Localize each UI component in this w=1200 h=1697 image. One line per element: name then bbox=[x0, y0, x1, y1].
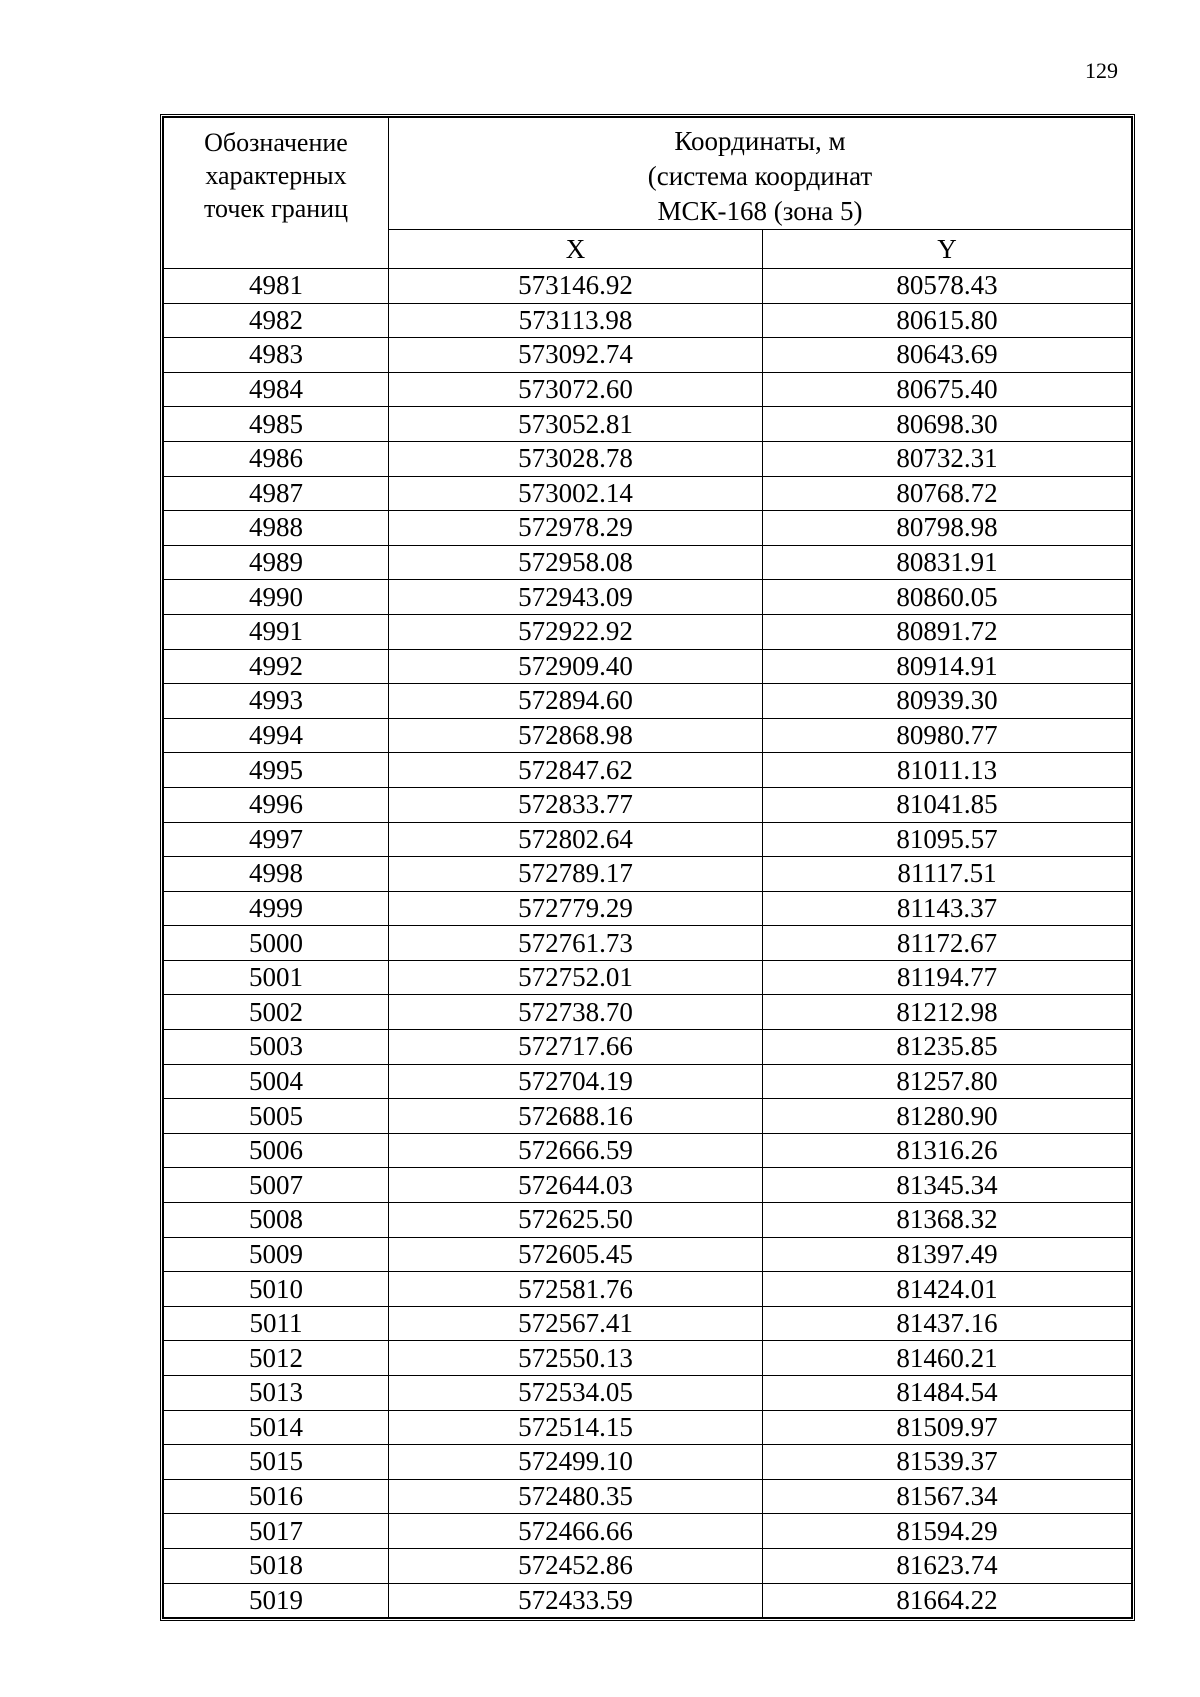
point-id-cell: 5001 bbox=[164, 960, 389, 995]
point-designation-header-line: точек границ bbox=[203, 194, 349, 223]
y-coordinate-cell: 81117.51 bbox=[763, 857, 1132, 892]
point-id-cell: 4983 bbox=[164, 338, 389, 373]
table-row bbox=[164, 1445, 1132, 1480]
coordinates-table-frame bbox=[160, 114, 1135, 1621]
table-row bbox=[164, 1168, 1132, 1203]
y-coordinate-cell: 80798.98 bbox=[763, 511, 1132, 546]
point-id-cell: 4990 bbox=[164, 580, 389, 615]
table-row bbox=[164, 580, 1132, 615]
point-id-cell: 5013 bbox=[164, 1376, 389, 1411]
table-row bbox=[164, 1514, 1132, 1549]
table-row bbox=[164, 407, 1132, 442]
x-coordinate-cell: 572833.77 bbox=[389, 787, 763, 822]
x-coordinate-cell: 572761.73 bbox=[389, 926, 763, 961]
table-row bbox=[164, 338, 1132, 373]
point-id-cell: 4999 bbox=[164, 891, 389, 926]
x-coordinate-cell: 573052.81 bbox=[389, 407, 763, 442]
y-coordinate-cell: 81194.77 bbox=[763, 960, 1132, 995]
table-row bbox=[164, 1237, 1132, 1272]
y-coordinate-cell: 81345.34 bbox=[763, 1168, 1132, 1203]
x-coordinate-cell: 572978.29 bbox=[389, 511, 763, 546]
table-row bbox=[164, 1306, 1132, 1341]
table-row bbox=[164, 787, 1132, 822]
y-coordinate-cell: 80891.72 bbox=[763, 614, 1132, 649]
point-id-cell: 4997 bbox=[164, 822, 389, 857]
y-coordinate-cell: 80578.43 bbox=[763, 269, 1132, 304]
point-id-cell: 5011 bbox=[164, 1306, 389, 1341]
table-row bbox=[164, 372, 1132, 407]
point-designation-header-line: характерных bbox=[205, 161, 347, 190]
point-id-cell: 5016 bbox=[164, 1479, 389, 1514]
y-coordinate-cell: 81460.21 bbox=[763, 1341, 1132, 1376]
x-coordinate-cell: 572567.41 bbox=[389, 1306, 763, 1341]
point-id-cell: 4992 bbox=[164, 649, 389, 684]
point-id-cell: 4994 bbox=[164, 718, 389, 753]
x-coordinate-cell: 572452.86 bbox=[389, 1548, 763, 1583]
x-coordinate-cell: 572717.66 bbox=[389, 1030, 763, 1065]
y-column-header: Y bbox=[763, 230, 1132, 269]
x-coordinate-cell: 572802.64 bbox=[389, 822, 763, 857]
y-coordinate-cell: 81397.49 bbox=[763, 1237, 1132, 1272]
coordinates-header bbox=[389, 118, 1132, 230]
point-id-cell: 5015 bbox=[164, 1445, 389, 1480]
table-row bbox=[164, 995, 1132, 1030]
table-row bbox=[164, 1376, 1132, 1411]
table-row bbox=[164, 891, 1132, 926]
y-coordinate-cell: 81316.26 bbox=[763, 1133, 1132, 1168]
x-coordinate-cell: 572738.70 bbox=[389, 995, 763, 1030]
x-coordinate-cell: 572514.15 bbox=[389, 1410, 763, 1445]
table-row bbox=[164, 614, 1132, 649]
y-coordinate-cell: 81011.13 bbox=[763, 753, 1132, 788]
point-id-cell: 4993 bbox=[164, 684, 389, 719]
table-row bbox=[164, 441, 1132, 476]
x-coordinate-cell: 572704.19 bbox=[389, 1064, 763, 1099]
point-id-cell: 4982 bbox=[164, 303, 389, 338]
y-coordinate-cell: 81424.01 bbox=[763, 1272, 1132, 1307]
table-row bbox=[164, 1203, 1132, 1238]
y-coordinate-cell: 81143.37 bbox=[763, 891, 1132, 926]
x-coordinate-cell: 572550.13 bbox=[389, 1341, 763, 1376]
y-coordinate-cell: 80615.80 bbox=[763, 303, 1132, 338]
x-coordinate-cell: 573146.92 bbox=[389, 269, 763, 304]
table-row bbox=[164, 649, 1132, 684]
table-row bbox=[164, 269, 1132, 304]
y-coordinate-cell: 80675.40 bbox=[763, 372, 1132, 407]
point-id-cell: 5003 bbox=[164, 1030, 389, 1065]
point-id-cell: 4984 bbox=[164, 372, 389, 407]
point-id-cell: 5005 bbox=[164, 1099, 389, 1134]
x-coordinate-cell: 572605.45 bbox=[389, 1237, 763, 1272]
x-coordinate-cell: 572666.59 bbox=[389, 1133, 763, 1168]
point-id-cell: 5000 bbox=[164, 926, 389, 961]
table-row bbox=[164, 822, 1132, 857]
y-coordinate-cell: 81368.32 bbox=[763, 1203, 1132, 1238]
table-body bbox=[164, 269, 1132, 1618]
point-id-cell: 5009 bbox=[164, 1237, 389, 1272]
x-coordinate-cell: 572534.05 bbox=[389, 1376, 763, 1411]
table-row bbox=[164, 926, 1132, 961]
point-id-cell: 4985 bbox=[164, 407, 389, 442]
y-coordinate-cell: 80732.31 bbox=[763, 441, 1132, 476]
x-coordinate-cell: 573113.98 bbox=[389, 303, 763, 338]
x-coordinate-cell: 573002.14 bbox=[389, 476, 763, 511]
x-coordinate-cell: 572894.60 bbox=[389, 684, 763, 719]
table-row bbox=[164, 1030, 1132, 1065]
x-coordinate-cell: 572909.40 bbox=[389, 649, 763, 684]
y-coordinate-cell: 80914.91 bbox=[763, 649, 1132, 684]
y-coordinate-cell: 81235.85 bbox=[763, 1030, 1132, 1065]
table-row bbox=[164, 960, 1132, 995]
point-id-cell: 4998 bbox=[164, 857, 389, 892]
table-row bbox=[164, 753, 1132, 788]
y-coordinate-cell: 80860.05 bbox=[763, 580, 1132, 615]
point-id-cell: 5017 bbox=[164, 1514, 389, 1549]
coordinates-table bbox=[163, 117, 1132, 1618]
x-coordinate-cell: 572644.03 bbox=[389, 1168, 763, 1203]
table-row bbox=[164, 1133, 1132, 1168]
point-id-cell: 5012 bbox=[164, 1341, 389, 1376]
point-id-cell: 5002 bbox=[164, 995, 389, 1030]
table-row bbox=[164, 1548, 1132, 1583]
y-coordinate-cell: 81280.90 bbox=[763, 1099, 1132, 1134]
point-id-cell: 5004 bbox=[164, 1064, 389, 1099]
x-coordinate-cell: 572779.29 bbox=[389, 891, 763, 926]
point-id-cell: 4987 bbox=[164, 476, 389, 511]
y-coordinate-cell: 81095.57 bbox=[763, 822, 1132, 857]
y-coordinate-cell: 81437.16 bbox=[763, 1306, 1132, 1341]
y-coordinate-cell: 80643.69 bbox=[763, 338, 1132, 373]
x-coordinate-cell: 572958.08 bbox=[389, 545, 763, 580]
point-id-cell: 5014 bbox=[164, 1410, 389, 1445]
x-coordinate-cell: 572789.17 bbox=[389, 857, 763, 892]
y-coordinate-cell: 81212.98 bbox=[763, 995, 1132, 1030]
table-row bbox=[164, 1341, 1132, 1376]
x-column-header: X bbox=[389, 230, 763, 269]
y-coordinate-cell: 81041.85 bbox=[763, 787, 1132, 822]
point-designation-header bbox=[164, 118, 389, 269]
x-coordinate-cell: 573072.60 bbox=[389, 372, 763, 407]
page-number: 129 bbox=[1085, 58, 1118, 83]
coordinates-header-line: Координаты, м bbox=[674, 126, 846, 156]
table-row bbox=[164, 545, 1132, 580]
point-id-cell: 5010 bbox=[164, 1272, 389, 1307]
point-id-cell: 4986 bbox=[164, 441, 389, 476]
table-row bbox=[164, 1410, 1132, 1445]
y-coordinate-cell: 80980.77 bbox=[763, 718, 1132, 753]
y-coordinate-cell: 81567.34 bbox=[763, 1479, 1132, 1514]
table-row bbox=[164, 1583, 1132, 1618]
table-row bbox=[164, 1099, 1132, 1134]
y-coordinate-cell: 81257.80 bbox=[763, 1064, 1132, 1099]
table-row bbox=[164, 684, 1132, 719]
table-row bbox=[164, 1479, 1132, 1514]
x-coordinate-cell: 572499.10 bbox=[389, 1445, 763, 1480]
coordinates-header-line: МСК-168 (зона 5) bbox=[657, 196, 863, 226]
table-row bbox=[164, 511, 1132, 546]
y-coordinate-cell: 81509.97 bbox=[763, 1410, 1132, 1445]
point-id-cell: 5019 bbox=[164, 1583, 389, 1618]
coordinates-header-line: (система координат bbox=[647, 161, 873, 191]
y-coordinate-cell: 81664.22 bbox=[763, 1583, 1132, 1618]
table-row bbox=[164, 476, 1132, 511]
x-coordinate-cell: 572752.01 bbox=[389, 960, 763, 995]
point-id-cell: 4989 bbox=[164, 545, 389, 580]
table-row bbox=[164, 303, 1132, 338]
point-id-cell: 5007 bbox=[164, 1168, 389, 1203]
table-row bbox=[164, 857, 1132, 892]
table-row bbox=[164, 1064, 1132, 1099]
point-id-cell: 5006 bbox=[164, 1133, 389, 1168]
table-row bbox=[164, 718, 1132, 753]
x-coordinate-cell: 573028.78 bbox=[389, 441, 763, 476]
point-id-cell: 5008 bbox=[164, 1203, 389, 1238]
point-id-cell: 4981 bbox=[164, 269, 389, 304]
x-coordinate-cell: 572922.92 bbox=[389, 614, 763, 649]
point-id-cell: 4995 bbox=[164, 753, 389, 788]
y-coordinate-cell: 80939.30 bbox=[763, 684, 1132, 719]
x-coordinate-cell: 572625.50 bbox=[389, 1203, 763, 1238]
y-coordinate-cell: 81623.74 bbox=[763, 1548, 1132, 1583]
x-coordinate-cell: 572581.76 bbox=[389, 1272, 763, 1307]
y-coordinate-cell: 80698.30 bbox=[763, 407, 1132, 442]
x-coordinate-cell: 573092.74 bbox=[389, 338, 763, 373]
y-coordinate-cell: 81594.29 bbox=[763, 1514, 1132, 1549]
y-coordinate-cell: 80768.72 bbox=[763, 476, 1132, 511]
y-coordinate-cell: 81172.67 bbox=[763, 926, 1132, 961]
point-id-cell: 4988 bbox=[164, 511, 389, 546]
x-coordinate-cell: 572688.16 bbox=[389, 1099, 763, 1134]
point-id-cell: 5018 bbox=[164, 1548, 389, 1583]
x-coordinate-cell: 572868.98 bbox=[389, 718, 763, 753]
table-row bbox=[164, 1272, 1132, 1307]
y-coordinate-cell: 80831.91 bbox=[763, 545, 1132, 580]
x-coordinate-cell: 572466.66 bbox=[389, 1514, 763, 1549]
x-coordinate-cell: 572943.09 bbox=[389, 580, 763, 615]
y-coordinate-cell: 81484.54 bbox=[763, 1376, 1132, 1411]
x-coordinate-cell: 572480.35 bbox=[389, 1479, 763, 1514]
x-coordinate-cell: 572433.59 bbox=[389, 1583, 763, 1618]
x-coordinate-cell: 572847.62 bbox=[389, 753, 763, 788]
point-designation-header-line: Обозначение bbox=[204, 128, 348, 157]
y-coordinate-cell: 81539.37 bbox=[763, 1445, 1132, 1480]
point-id-cell: 4991 bbox=[164, 614, 389, 649]
point-id-cell: 4996 bbox=[164, 787, 389, 822]
